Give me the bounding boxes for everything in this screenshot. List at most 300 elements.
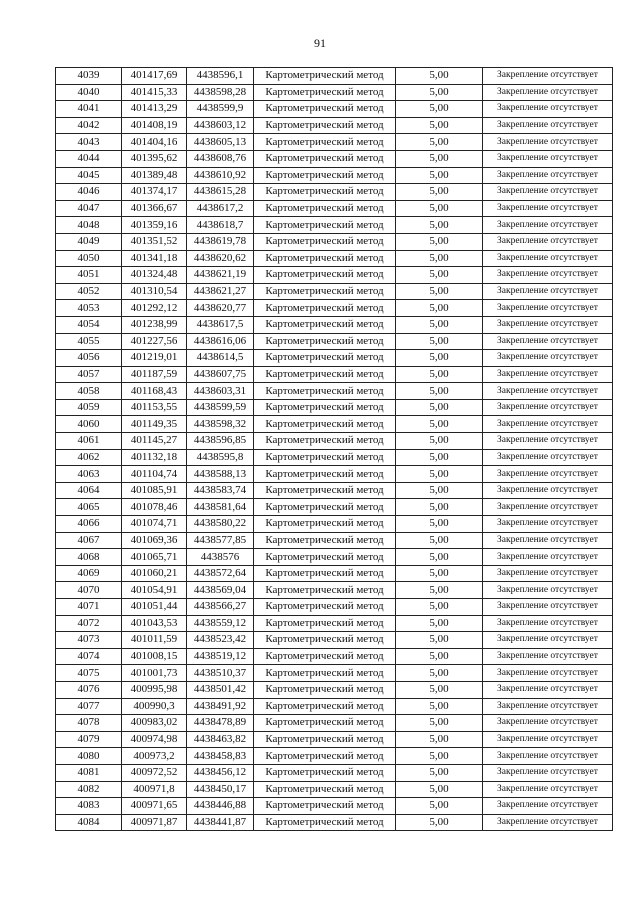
point-number-cell: 4064 (56, 482, 122, 499)
fixation-cell: Закрепление отсутствует (483, 150, 613, 167)
table-row (56, 117, 613, 134)
x-coordinate-cell: 401043,53 (122, 615, 187, 632)
method-cell: Картометрический метод (254, 781, 396, 798)
x-coordinate-cell: 401074,71 (122, 516, 187, 533)
x-coordinate-cell: 401011,59 (122, 632, 187, 649)
fixation-cell: Закрепление отсутствует (483, 715, 613, 732)
error-cell: 5,00 (396, 731, 483, 748)
table-row (56, 399, 613, 416)
y-coordinate-cell: 4438596,1 (187, 68, 254, 85)
fixation-cell: Закрепление отсутствует (483, 283, 613, 300)
method-cell: Картометрический метод (254, 599, 396, 616)
fixation-cell: Закрепление отсутствует (483, 798, 613, 815)
error-cell: 5,00 (396, 715, 483, 732)
error-cell: 5,00 (396, 665, 483, 682)
y-coordinate-cell: 4438441,87 (187, 814, 254, 831)
table-row (56, 250, 613, 267)
method-cell: Картометрический метод (254, 101, 396, 118)
x-coordinate-cell: 401408,19 (122, 117, 187, 134)
error-cell: 5,00 (396, 748, 483, 765)
point-number-cell: 4072 (56, 615, 122, 632)
y-coordinate-cell: 4438620,62 (187, 250, 254, 267)
fixation-cell: Закрепление отсутствует (483, 117, 613, 134)
error-cell: 5,00 (396, 68, 483, 85)
point-number-cell: 4049 (56, 233, 122, 250)
point-number-cell: 4060 (56, 416, 122, 433)
fixation-cell: Закрепление отсутствует (483, 582, 613, 599)
point-number-cell: 4041 (56, 101, 122, 118)
point-number-cell: 4057 (56, 366, 122, 383)
table-row (56, 715, 613, 732)
table-row (56, 68, 613, 85)
y-coordinate-cell: 4438619,78 (187, 233, 254, 250)
coordinates-table-body (56, 68, 613, 831)
error-cell: 5,00 (396, 565, 483, 582)
point-number-cell: 4045 (56, 167, 122, 184)
y-coordinate-cell: 4438615,28 (187, 184, 254, 201)
table-row (56, 814, 613, 831)
y-coordinate-cell: 4438598,32 (187, 416, 254, 433)
point-number-cell: 4039 (56, 68, 122, 85)
table-row (56, 565, 613, 582)
fixation-cell: Закрепление отсутствует (483, 549, 613, 566)
method-cell: Картометрический метод (254, 300, 396, 317)
point-number-cell: 4053 (56, 300, 122, 317)
point-number-cell: 4078 (56, 715, 122, 732)
method-cell: Картометрический метод (254, 134, 396, 151)
x-coordinate-cell: 401187,59 (122, 366, 187, 383)
method-cell: Картометрический метод (254, 167, 396, 184)
fixation-cell: Закрепление отсутствует (483, 632, 613, 649)
point-number-cell: 4084 (56, 814, 122, 831)
y-coordinate-cell: 4438614,5 (187, 350, 254, 367)
table-row (56, 300, 613, 317)
y-coordinate-cell: 4438618,7 (187, 217, 254, 234)
method-cell: Картометрический метод (254, 399, 396, 416)
x-coordinate-cell: 401001,73 (122, 665, 187, 682)
point-number-cell: 4059 (56, 399, 122, 416)
method-cell: Картометрический метод (254, 250, 396, 267)
table-row (56, 350, 613, 367)
table-row (56, 798, 613, 815)
error-cell: 5,00 (396, 582, 483, 599)
coordinates-table (55, 67, 613, 831)
y-coordinate-cell: 4438595,8 (187, 449, 254, 466)
x-coordinate-cell: 401085,91 (122, 482, 187, 499)
table-row (56, 366, 613, 383)
error-cell: 5,00 (396, 200, 483, 217)
point-number-cell: 4073 (56, 632, 122, 649)
table-row (56, 648, 613, 665)
y-coordinate-cell: 4438576 (187, 549, 254, 566)
fixation-cell: Закрепление отсутствует (483, 615, 613, 632)
x-coordinate-cell: 401359,16 (122, 217, 187, 234)
point-number-cell: 4068 (56, 549, 122, 566)
fixation-cell: Закрепление отсутствует (483, 333, 613, 350)
error-cell: 5,00 (396, 350, 483, 367)
error-cell: 5,00 (396, 632, 483, 649)
fixation-cell: Закрепление отсутствует (483, 532, 613, 549)
error-cell: 5,00 (396, 184, 483, 201)
table-row (56, 599, 613, 616)
point-number-cell: 4048 (56, 217, 122, 234)
method-cell: Картометрический метод (254, 233, 396, 250)
fixation-cell: Закрепление отсутствует (483, 665, 613, 682)
y-coordinate-cell: 4438510,37 (187, 665, 254, 682)
error-cell: 5,00 (396, 134, 483, 151)
table-row (56, 233, 613, 250)
error-cell: 5,00 (396, 233, 483, 250)
y-coordinate-cell: 4438577,85 (187, 532, 254, 549)
method-cell: Картометрический метод (254, 200, 396, 217)
x-coordinate-cell: 400990,3 (122, 698, 187, 715)
point-number-cell: 4070 (56, 582, 122, 599)
y-coordinate-cell: 4438566,27 (187, 599, 254, 616)
x-coordinate-cell: 401292,12 (122, 300, 187, 317)
error-cell: 5,00 (396, 466, 483, 483)
error-cell: 5,00 (396, 383, 483, 400)
table-row (56, 681, 613, 698)
error-cell: 5,00 (396, 416, 483, 433)
error-cell: 5,00 (396, 167, 483, 184)
error-cell: 5,00 (396, 150, 483, 167)
x-coordinate-cell: 401168,43 (122, 383, 187, 400)
y-coordinate-cell: 4438607,75 (187, 366, 254, 383)
method-cell: Картометрический метод (254, 433, 396, 450)
method-cell: Картометрический метод (254, 516, 396, 533)
x-coordinate-cell: 401104,74 (122, 466, 187, 483)
y-coordinate-cell: 4438463,82 (187, 731, 254, 748)
error-cell: 5,00 (396, 648, 483, 665)
x-coordinate-cell: 401351,52 (122, 233, 187, 250)
y-coordinate-cell: 4438559,12 (187, 615, 254, 632)
table-row (56, 184, 613, 201)
fixation-cell: Закрепление отсутствует (483, 250, 613, 267)
x-coordinate-cell: 400973,2 (122, 748, 187, 765)
point-number-cell: 4079 (56, 731, 122, 748)
y-coordinate-cell: 4438603,31 (187, 383, 254, 400)
method-cell: Картометрический метод (254, 814, 396, 831)
error-cell: 5,00 (396, 84, 483, 101)
x-coordinate-cell: 401008,15 (122, 648, 187, 665)
table-row (56, 316, 613, 333)
x-coordinate-cell: 400972,52 (122, 764, 187, 781)
error-cell: 5,00 (396, 250, 483, 267)
x-coordinate-cell: 401389,48 (122, 167, 187, 184)
y-coordinate-cell: 4438616,06 (187, 333, 254, 350)
x-coordinate-cell: 401404,16 (122, 134, 187, 151)
method-cell: Картометрический метод (254, 366, 396, 383)
x-coordinate-cell: 401395,62 (122, 150, 187, 167)
fixation-cell: Закрепление отсутствует (483, 499, 613, 516)
x-coordinate-cell: 401310,54 (122, 283, 187, 300)
y-coordinate-cell: 4438599,59 (187, 399, 254, 416)
method-cell: Картометрический метод (254, 731, 396, 748)
point-number-cell: 4065 (56, 499, 122, 516)
x-coordinate-cell: 401069,36 (122, 532, 187, 549)
method-cell: Картометрический метод (254, 466, 396, 483)
x-coordinate-cell: 400983,02 (122, 715, 187, 732)
table-row (56, 516, 613, 533)
point-number-cell: 4052 (56, 283, 122, 300)
fixation-cell: Закрепление отсутствует (483, 184, 613, 201)
fixation-cell: Закрепление отсутствует (483, 648, 613, 665)
fixation-cell: Закрепление отсутствует (483, 516, 613, 533)
method-cell: Картометрический метод (254, 648, 396, 665)
error-cell: 5,00 (396, 283, 483, 300)
method-cell: Картометрический метод (254, 333, 396, 350)
x-coordinate-cell: 400974,98 (122, 731, 187, 748)
fixation-cell: Закрепление отсутствует (483, 731, 613, 748)
fixation-cell: Закрепление отсутствует (483, 764, 613, 781)
method-cell: Картометрический метод (254, 615, 396, 632)
point-number-cell: 4043 (56, 134, 122, 151)
error-cell: 5,00 (396, 781, 483, 798)
y-coordinate-cell: 4438450,17 (187, 781, 254, 798)
x-coordinate-cell: 401065,71 (122, 549, 187, 566)
fixation-cell: Закрепление отсутствует (483, 681, 613, 698)
y-coordinate-cell: 4438456,12 (187, 764, 254, 781)
table-row (56, 582, 613, 599)
y-coordinate-cell: 4438598,28 (187, 84, 254, 101)
point-number-cell: 4054 (56, 316, 122, 333)
y-coordinate-cell: 4438617,2 (187, 200, 254, 217)
x-coordinate-cell: 401051,44 (122, 599, 187, 616)
method-cell: Картометрический метод (254, 383, 396, 400)
error-cell: 5,00 (396, 316, 483, 333)
point-number-cell: 4083 (56, 798, 122, 815)
point-number-cell: 4081 (56, 764, 122, 781)
method-cell: Картометрический метод (254, 217, 396, 234)
error-cell: 5,00 (396, 101, 483, 118)
error-cell: 5,00 (396, 615, 483, 632)
method-cell: Картометрический метод (254, 316, 396, 333)
table-row (56, 84, 613, 101)
table-row (56, 532, 613, 549)
table-row (56, 449, 613, 466)
method-cell: Картометрический метод (254, 582, 396, 599)
fixation-cell: Закрепление отсутствует (483, 433, 613, 450)
fixation-cell: Закрепление отсутствует (483, 748, 613, 765)
method-cell: Картометрический метод (254, 499, 396, 516)
error-cell: 5,00 (396, 798, 483, 815)
table-row (56, 383, 613, 400)
y-coordinate-cell: 4438581,64 (187, 499, 254, 516)
y-coordinate-cell: 4438588,13 (187, 466, 254, 483)
point-number-cell: 4082 (56, 781, 122, 798)
method-cell: Картометрический метод (254, 798, 396, 815)
y-coordinate-cell: 4438620,77 (187, 300, 254, 317)
page-number: 91 (314, 36, 326, 50)
y-coordinate-cell: 4438580,22 (187, 516, 254, 533)
x-coordinate-cell: 401238,99 (122, 316, 187, 333)
method-cell: Картометрический метод (254, 715, 396, 732)
fixation-cell: Закрепление отсутствует (483, 300, 613, 317)
method-cell: Картометрический метод (254, 565, 396, 582)
point-number-cell: 4063 (56, 466, 122, 483)
x-coordinate-cell: 401145,27 (122, 433, 187, 450)
method-cell: Картометрический метод (254, 482, 396, 499)
method-cell: Картометрический метод (254, 549, 396, 566)
y-coordinate-cell: 4438491,92 (187, 698, 254, 715)
table-row (56, 615, 613, 632)
x-coordinate-cell: 400971,65 (122, 798, 187, 815)
error-cell: 5,00 (396, 499, 483, 516)
y-coordinate-cell: 4438605,13 (187, 134, 254, 151)
fixation-cell: Закрепление отсутствует (483, 383, 613, 400)
fixation-cell: Закрепление отсутствует (483, 167, 613, 184)
point-number-cell: 4046 (56, 184, 122, 201)
fixation-cell: Закрепление отсутствует (483, 399, 613, 416)
y-coordinate-cell: 4438458,83 (187, 748, 254, 765)
y-coordinate-cell: 4438569,04 (187, 582, 254, 599)
y-coordinate-cell: 4438610,92 (187, 167, 254, 184)
y-coordinate-cell: 4438572,64 (187, 565, 254, 582)
table-row (56, 433, 613, 450)
table-row (56, 499, 613, 516)
error-cell: 5,00 (396, 267, 483, 284)
table-row (56, 217, 613, 234)
point-number-cell: 4075 (56, 665, 122, 682)
table-row (56, 101, 613, 118)
x-coordinate-cell: 401054,91 (122, 582, 187, 599)
table-row (56, 267, 613, 284)
fixation-cell: Закрепление отсутствует (483, 366, 613, 383)
table-row (56, 466, 613, 483)
fixation-cell: Закрепление отсутствует (483, 217, 613, 234)
method-cell: Картометрический метод (254, 283, 396, 300)
y-coordinate-cell: 4438617,5 (187, 316, 254, 333)
fixation-cell: Закрепление отсутствует (483, 233, 613, 250)
error-cell: 5,00 (396, 399, 483, 416)
point-number-cell: 4047 (56, 200, 122, 217)
method-cell: Картометрический метод (254, 416, 396, 433)
x-coordinate-cell: 401324,48 (122, 267, 187, 284)
y-coordinate-cell: 4438603,12 (187, 117, 254, 134)
error-cell: 5,00 (396, 681, 483, 698)
method-cell: Картометрический метод (254, 350, 396, 367)
point-number-cell: 4080 (56, 748, 122, 765)
table-row (56, 632, 613, 649)
fixation-cell: Закрепление отсутствует (483, 814, 613, 831)
point-number-cell: 4056 (56, 350, 122, 367)
error-cell: 5,00 (396, 300, 483, 317)
point-number-cell: 4040 (56, 84, 122, 101)
x-coordinate-cell: 401413,29 (122, 101, 187, 118)
method-cell: Картометрический метод (254, 68, 396, 85)
table-row (56, 731, 613, 748)
error-cell: 5,00 (396, 217, 483, 234)
x-coordinate-cell: 401219,01 (122, 350, 187, 367)
table-row (56, 200, 613, 217)
method-cell: Картометрический метод (254, 665, 396, 682)
error-cell: 5,00 (396, 117, 483, 134)
table-row (56, 150, 613, 167)
error-cell: 5,00 (396, 549, 483, 566)
fixation-cell: Закрепление отсутствует (483, 698, 613, 715)
point-number-cell: 4061 (56, 433, 122, 450)
point-number-cell: 4044 (56, 150, 122, 167)
fixation-cell: Закрепление отсутствует (483, 416, 613, 433)
table-row (56, 283, 613, 300)
fixation-cell: Закрепление отсутствует (483, 68, 613, 85)
x-coordinate-cell: 401341,18 (122, 250, 187, 267)
method-cell: Картометрический метод (254, 748, 396, 765)
fixation-cell: Закрепление отсутствует (483, 599, 613, 616)
x-coordinate-cell: 401227,56 (122, 333, 187, 350)
x-coordinate-cell: 401374,17 (122, 184, 187, 201)
point-number-cell: 4050 (56, 250, 122, 267)
x-coordinate-cell: 400995,98 (122, 681, 187, 698)
point-number-cell: 4062 (56, 449, 122, 466)
y-coordinate-cell: 4438501,42 (187, 681, 254, 698)
method-cell: Картометрический метод (254, 267, 396, 284)
method-cell: Картометрический метод (254, 449, 396, 466)
x-coordinate-cell: 401149,35 (122, 416, 187, 433)
error-cell: 5,00 (396, 433, 483, 450)
fixation-cell: Закрепление отсутствует (483, 350, 613, 367)
x-coordinate-cell: 400971,87 (122, 814, 187, 831)
fixation-cell: Закрепление отсутствует (483, 449, 613, 466)
point-number-cell: 4058 (56, 383, 122, 400)
y-coordinate-cell: 4438621,19 (187, 267, 254, 284)
error-cell: 5,00 (396, 599, 483, 616)
y-coordinate-cell: 4438583,74 (187, 482, 254, 499)
error-cell: 5,00 (396, 532, 483, 549)
y-coordinate-cell: 4438523,42 (187, 632, 254, 649)
table-row (56, 333, 613, 350)
table-row (56, 764, 613, 781)
method-cell: Картометрический метод (254, 764, 396, 781)
fixation-cell: Закрепление отсутствует (483, 482, 613, 499)
table-row (56, 416, 613, 433)
x-coordinate-cell: 401078,46 (122, 499, 187, 516)
x-coordinate-cell: 401060,21 (122, 565, 187, 582)
table-row (56, 698, 613, 715)
point-number-cell: 4055 (56, 333, 122, 350)
point-number-cell: 4071 (56, 599, 122, 616)
fixation-cell: Закрепление отсутствует (483, 466, 613, 483)
table-row (56, 134, 613, 151)
error-cell: 5,00 (396, 482, 483, 499)
y-coordinate-cell: 4438599,9 (187, 101, 254, 118)
y-coordinate-cell: 4438519,12 (187, 648, 254, 665)
y-coordinate-cell: 4438596,85 (187, 433, 254, 450)
point-number-cell: 4067 (56, 532, 122, 549)
error-cell: 5,00 (396, 698, 483, 715)
method-cell: Картометрический метод (254, 532, 396, 549)
table-row (56, 665, 613, 682)
fixation-cell: Закрепление отсутствует (483, 267, 613, 284)
x-coordinate-cell: 401415,33 (122, 84, 187, 101)
method-cell: Картометрический метод (254, 117, 396, 134)
table-row (56, 482, 613, 499)
method-cell: Картометрический метод (254, 184, 396, 201)
point-number-cell: 4051 (56, 267, 122, 284)
point-number-cell: 4076 (56, 681, 122, 698)
method-cell: Картометрический метод (254, 632, 396, 649)
fixation-cell: Закрепление отсутствует (483, 84, 613, 101)
table-row (56, 167, 613, 184)
x-coordinate-cell: 401132,18 (122, 449, 187, 466)
error-cell: 5,00 (396, 366, 483, 383)
y-coordinate-cell: 4438621,27 (187, 283, 254, 300)
point-number-cell: 4074 (56, 648, 122, 665)
fixation-cell: Закрепление отсутствует (483, 200, 613, 217)
error-cell: 5,00 (396, 333, 483, 350)
table-row (56, 781, 613, 798)
error-cell: 5,00 (396, 516, 483, 533)
